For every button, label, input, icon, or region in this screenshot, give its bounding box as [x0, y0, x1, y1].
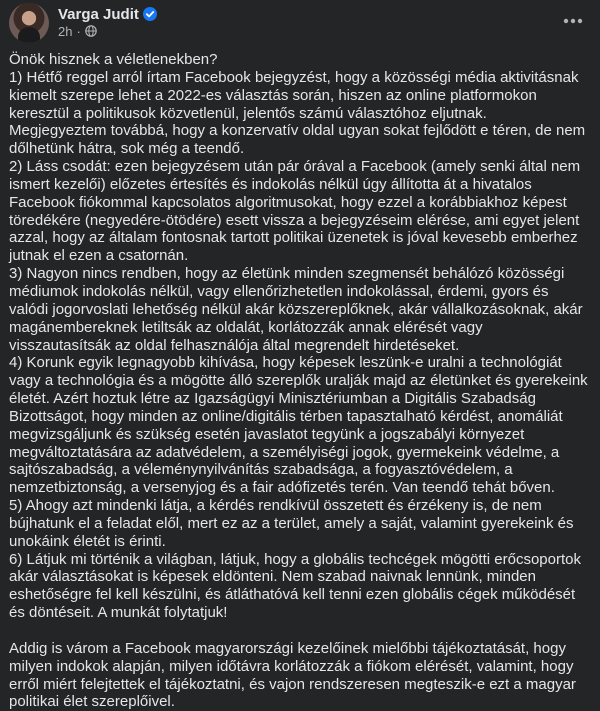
post-paragraph: Önök hisznek a véletlenekben?: [9, 51, 218, 68]
post-paragraph: 1) Hétfő reggel arról írtam Facebook bejegyzést, hogy a közösségi média aktivitásnak kiemelt szerepe lehet a 2022-es választás során, hiszen az online platformokon keresztül a politikusok közvetlenül, jelentős számú választóhoz eljutnak. Megjegyeztem továbbá, hogy a konzervatív oldal ugyan sokat fejlődött e téren, de nem dőlhetünk hátra, sok még a teendő.: [9, 68, 586, 158]
author-avatar[interactable]: [9, 3, 49, 43]
post-paragraph: 2) Láss csodát: ezen bejegyzésem után pár órával a Facebook (amely senki által nem ismert kezelői) előzetes értesítés és indokolás nélkül úgy állította át a hivatalos Facebook fiókommal kapcsolatos algoritmusokat, hogy ezzel a korábbiakhoz képest töredékére (negyedére-ötödére) esett vissza a bejegyzéseim elérése, ami egyet jelent azzal, hogy az általam fontosnak tartott politikai üzenetek is jóval kevesebb emberhez jutnak el ezen a csatornán.: [9, 158, 581, 265]
post-closing-paragraph: Addig is várom a Facebook magyarországi kezelőinek mielőbbi tájékoztatását, hogy milyen indokok alapján, milyen időtávra korlátozzák a fiókom elérését, valamint, hogy erről miért felejtettek el tájékoztatni, és vajon rendszeresen megteszik-e ezt a magyar politikai élet szereplőivel.: [9, 639, 576, 711]
post-paragraph: 3) Nagyon nincs rendben, hogy az életünk minden szegmensét behálózó közösségi médiumok indokolás nélkül, vagy ellenőrizhetetlen indokolással, érdemi, gyors és valódi jogorvoslati lehetőség nélkül akár közszereplőknek, akár vállalkozásoknak, akár magánembereknek letiltsák az oldalát, korlátozzák annak elérését vagy visszautasítsák az oldal felhasználója által megrendelt hirdetéseket.: [9, 265, 583, 354]
post-paragraph: 4) Korunk egyik legnagyobb kihívása, hogy képesek leszünk-e uralni a technológiát vagy a technológia és a mögötte álló szereplők uralják majd az életünket és gyerekeink életét. Azért hoztuk létre az Igazságügyi Minisztériumban a Digitális Szabadság Bizottságot, hogy minden az online/digitális térben tapasztalható kérdést, anomáliát megvizsgáljunk és szükség esetén javaslatot tegyünk a jogszabályi környezet megváltoztatására az adatvédelem, a személyiségi jogok, gyermekeink védelme, a sajtószabadság, a véleménynyilvánítás szabadsága, a fogyasztóvédelem, a nemzetbiztonság, a versenyjog és a fair adófizetés terén. Van teendő tehát bőven.: [9, 354, 588, 497]
post-paragraph: 6) Látjuk mi történik a világban, látjuk, hogy a globális techcégek mögötti erőcsoportok akár választásokat is képesek eldönteni. Nem szabad naivnak lennünk, minden eshetőségre fel kell készülni, és átláthatóvá kell tenni ezen globális cégek működését és döntéseit. A munkát folytatjuk!: [9, 550, 581, 622]
author-row: [58, 6, 157, 23]
post-meta: [58, 6, 157, 39]
post-paragraph: 5) Ahogy azt mindenki látja, a kérdés rendkívül összetett és érzékeny is, de nem bújhatunk el a feladat elől, mert ez az a terület, amely a saját, valamint gyerekeink és unokáink életét is érinti.: [9, 497, 574, 550]
more-options-icon[interactable]: [560, 8, 586, 34]
post-body: [9, 51, 588, 711]
post-timestamp[interactable]: 2h: [58, 23, 73, 39]
post-header: [9, 0, 588, 44]
separator-dot: ·: [76, 23, 81, 39]
paragraph-spacer: [9, 622, 588, 640]
post-subinfo: [58, 24, 157, 39]
verified-badge-icon: [143, 7, 157, 21]
author-name[interactable]: Varga Judit: [58, 5, 139, 23]
globe-icon[interactable]: [85, 25, 97, 37]
